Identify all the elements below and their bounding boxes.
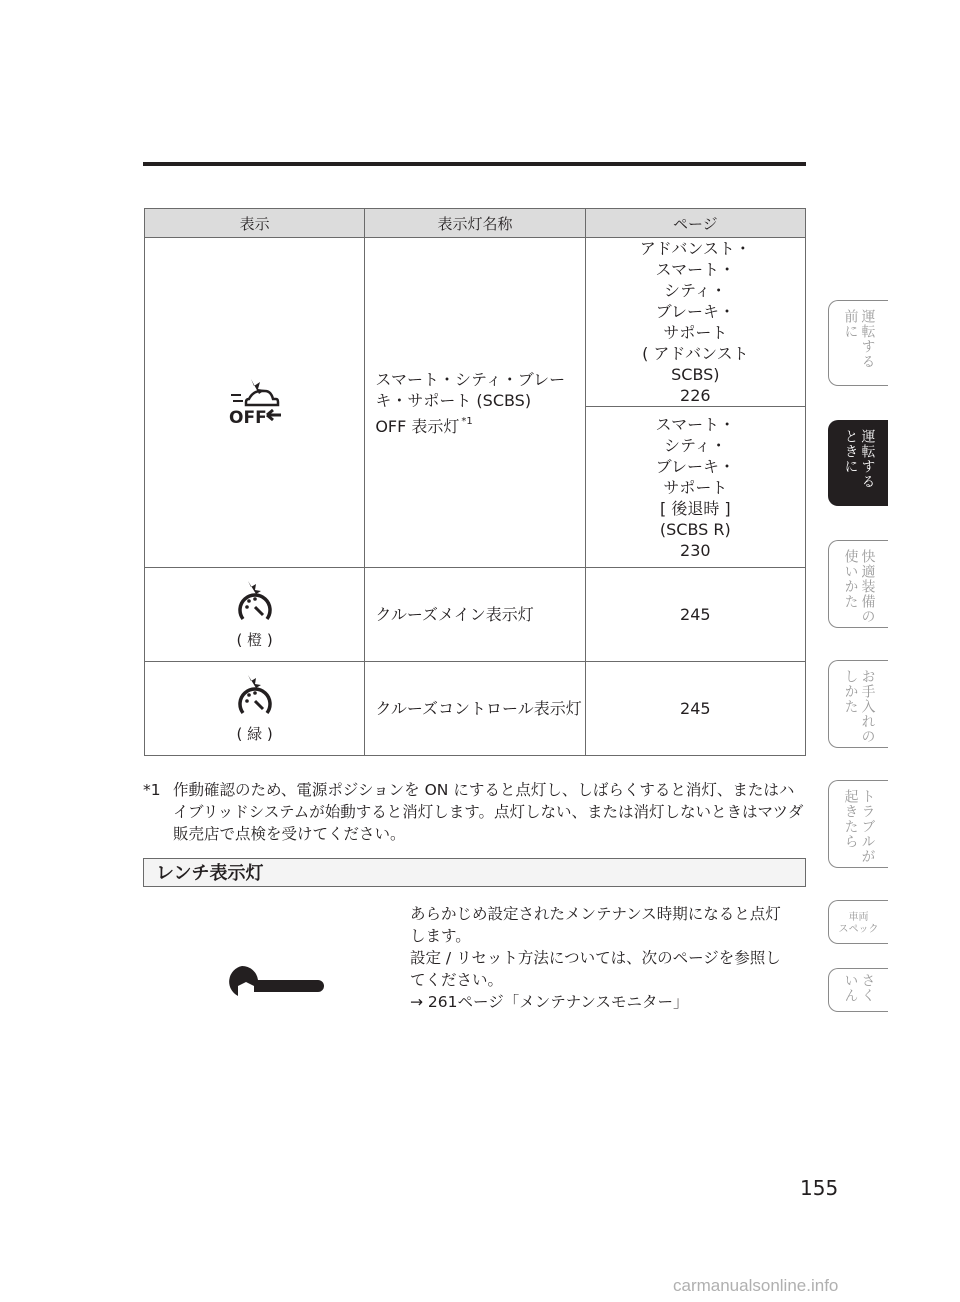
body-line: てください。 <box>410 971 504 989</box>
cruise-icon <box>235 579 275 623</box>
indicator-table <box>144 208 806 756</box>
cruise-control-icon-cell <box>145 662 365 756</box>
page-ref-line: アドバンスト・ <box>639 239 751 258</box>
scbs-off-icon <box>227 377 283 425</box>
scbs-off-icon-cell <box>145 238 365 568</box>
side-tab-comfort-features[interactable] <box>828 540 888 628</box>
page-ref-line: シティ・ <box>663 281 727 300</box>
page-ref-cell <box>585 407 805 568</box>
page-ref-line: スマート・ <box>655 260 736 279</box>
table-row <box>145 568 806 662</box>
cruise-icon <box>235 673 275 717</box>
page-number-ref: 245 <box>585 568 805 662</box>
indicator-name-line2: OFF 表示灯 <box>375 416 460 436</box>
side-tab-label: 車両 <box>848 912 869 923</box>
table-header-row <box>145 209 806 238</box>
section-body <box>410 903 808 1013</box>
body-line: します。 <box>410 927 471 945</box>
side-tab-label: いん <box>842 973 859 1003</box>
page-ref-line: サポート <box>663 477 728 497</box>
side-tab-label: ときに <box>842 429 859 474</box>
page-number-ref: 245 <box>585 662 805 756</box>
page-ref-line: サポート <box>663 323 728 342</box>
wrench-icon <box>228 958 324 1006</box>
top-rule <box>143 162 806 166</box>
page-number-ref: 226 <box>680 386 711 405</box>
page-ref-line: ブレーキ・ <box>655 456 736 476</box>
side-tab-label: さく <box>859 973 876 1003</box>
header-display: 表示 <box>145 209 365 238</box>
header-page: ページ <box>585 209 805 238</box>
footnote <box>143 779 807 845</box>
page-ref-line: SCBS) <box>671 365 720 384</box>
page-number-ref: 230 <box>680 540 711 560</box>
page-ref-line: [ 後退時 ] <box>659 498 731 518</box>
indicator-name: クルーズコントロール表示灯 <box>365 662 585 756</box>
side-tab-maintenance[interactable] <box>828 660 888 748</box>
side-tab-label: しかた <box>842 669 859 714</box>
indicator-name: スマート・シティ・ブレーキ・サポート (SCBS) <box>375 369 566 410</box>
side-tab-label: 快適装備の <box>859 549 876 624</box>
page-ref-line: シティ・ <box>663 435 727 455</box>
footnote-ref: *1 <box>461 415 473 427</box>
side-tab-label: お手入れの <box>859 669 876 744</box>
body-line: あらかじめ設定されたメンテナンス時期になると点灯 <box>410 905 781 923</box>
footnote-mark: *1 <box>143 781 161 799</box>
page-number: 155 <box>800 1176 839 1200</box>
table-row <box>145 662 806 756</box>
page-link-line[interactable]: → 261ページ「メンテナンスモニター」 <box>410 993 689 1011</box>
side-tab-label: 運転する <box>859 309 876 369</box>
footnote-text: 作動確認のため、電源ポジションを ON にすると点灯し、しばらくすると消灯、またはハイブリッドシステムが始動すると消灯します。点灯しない、または消灯しないときはマツダ販売店で点検を受けてください。 <box>173 781 804 843</box>
off-text: OFF <box>228 407 267 425</box>
side-tab-before-driving[interactable] <box>828 300 888 386</box>
side-tab-label: 使いかた <box>842 549 859 609</box>
cruise-main-icon-cell <box>145 568 365 662</box>
side-tab-while-driving[interactable] <box>828 420 888 506</box>
side-tab-index[interactable] <box>828 968 888 1012</box>
section-title: レンチ表示灯 <box>143 858 806 887</box>
body-line: 設定 / リセット方法については、次のページを参照し <box>410 949 781 967</box>
side-tab-label: スペック <box>838 924 879 935</box>
indicator-name: クルーズメイン表示灯 <box>365 568 585 662</box>
side-tab-troubleshooting[interactable] <box>828 780 888 868</box>
watermark: carmanualsonline.info <box>673 1276 839 1295</box>
page-ref-line: ( アドバンスト <box>642 344 749 363</box>
side-tab-label: 前に <box>842 309 859 339</box>
header-name: 表示灯名称 <box>365 209 585 238</box>
side-tab-specifications[interactable] <box>828 900 888 944</box>
table-row <box>145 238 806 407</box>
page-ref-line: ブレーキ・ <box>655 302 736 321</box>
side-tab-label: トラブルが <box>859 789 876 864</box>
page-ref-line: (SCBS R) <box>659 519 731 539</box>
color-note: ( 緑 ) <box>236 725 273 743</box>
page-ref-cell <box>585 238 805 407</box>
side-tab-label: 運転する <box>859 429 876 489</box>
page-ref-line: スマート・ <box>655 414 736 434</box>
scbs-off-name-cell <box>365 238 585 568</box>
color-note: ( 橙 ) <box>236 631 273 649</box>
side-tab-label: 起きたら <box>842 789 859 849</box>
